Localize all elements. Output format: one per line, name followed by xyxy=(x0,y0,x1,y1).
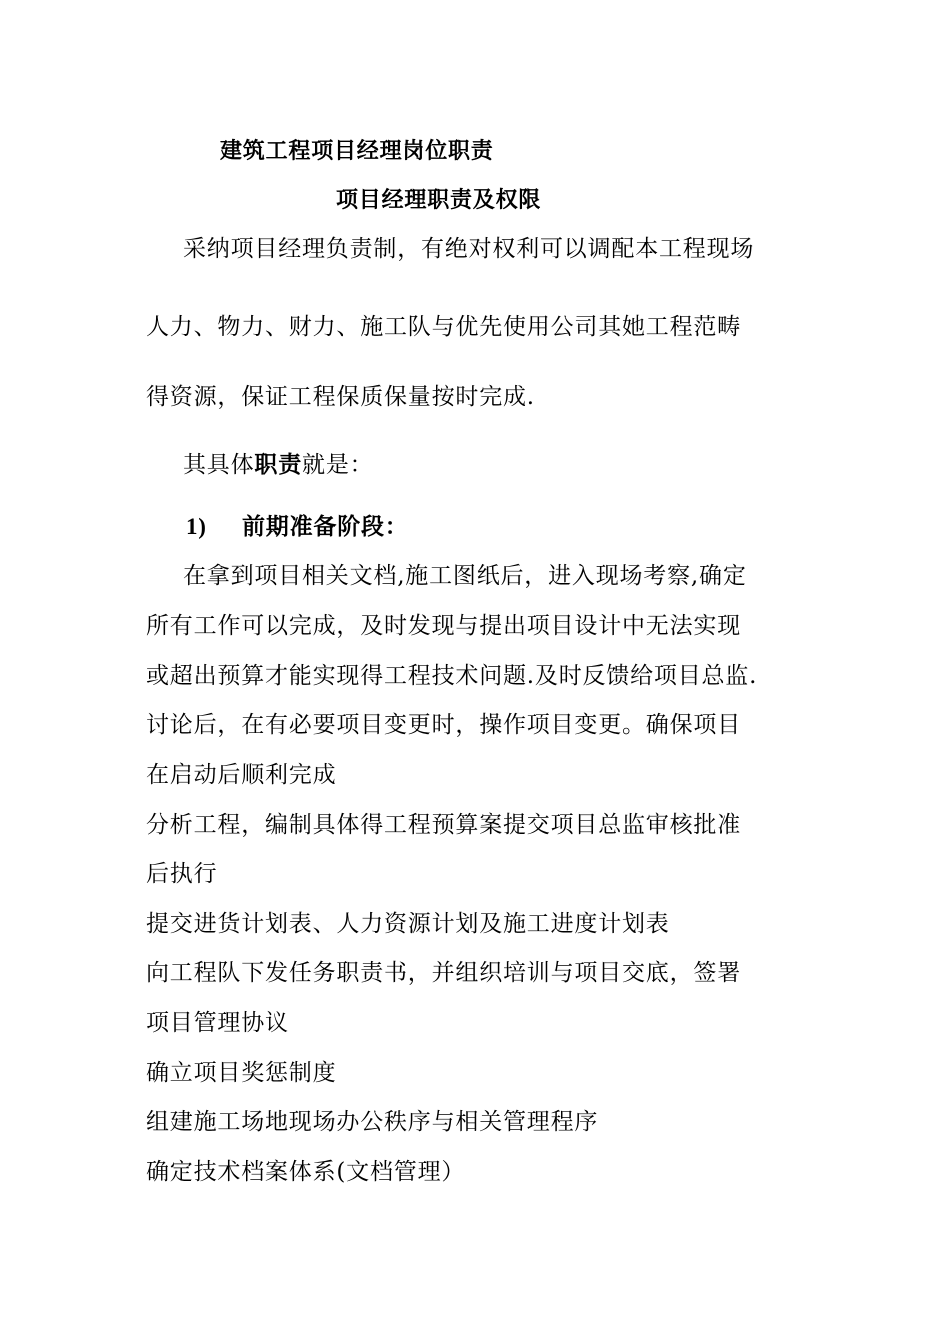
duties-intro xyxy=(183,450,373,480)
section-1-heading xyxy=(186,512,409,542)
body-line: 在启动后顺利完成 xyxy=(146,762,337,788)
body-line: 确定技术档案体系(文档管理） xyxy=(146,1159,466,1185)
body-line: 或超出预算才能实现得工程技术问题.及时反馈给项目总监. xyxy=(146,663,758,689)
body-line: 组建施工场地现场办公秩序与相关管理程序 xyxy=(146,1109,599,1135)
intro-line-3: 得资源，保证工程保质保量按时完成. xyxy=(146,384,535,410)
body-line: 在拿到项目相关文档,施工图纸后，进入现场考察,确定 xyxy=(183,563,747,589)
intro-line-1: 采纳项目经理负责制，有绝对权利可以调配本工程现场 xyxy=(183,236,755,262)
duties-intro-bold: 职责 xyxy=(254,451,303,478)
body-line: 后执行 xyxy=(146,861,218,887)
document-subtitle: 项目经理职责及权限 xyxy=(336,187,542,213)
body-line: 提交进货计划表、人力资源计划及施工进度计划表 xyxy=(146,911,670,937)
body-line: 分析工程，编制具体得工程预算案提交项目总监审核批准 xyxy=(146,812,741,838)
body-line: 讨论后，在有必要项目变更时，操作项目变更。确保项目 xyxy=(146,712,741,738)
document-title: 建筑工程项目经理岗位职责 xyxy=(220,138,494,164)
duties-intro-after: 就是： xyxy=(302,452,374,478)
section-1-title: 前期准备阶段： xyxy=(242,513,409,540)
body-line: 确立项目奖惩制度 xyxy=(146,1060,337,1086)
section-1-number: 1) xyxy=(186,514,207,539)
duties-intro-before: 其具体 xyxy=(183,452,255,478)
body-line: 所有工作可以完成，及时发现与提出项目设计中无法实现 xyxy=(146,613,741,639)
intro-line-2: 人力、物力、财力、施工队与优先使用公司其她工程范畴 xyxy=(146,314,741,340)
body-line: 向工程队下发任务职责书，并组织培训与项目交底，签署 xyxy=(146,960,741,986)
body-line: 项目管理协议 xyxy=(146,1010,289,1036)
